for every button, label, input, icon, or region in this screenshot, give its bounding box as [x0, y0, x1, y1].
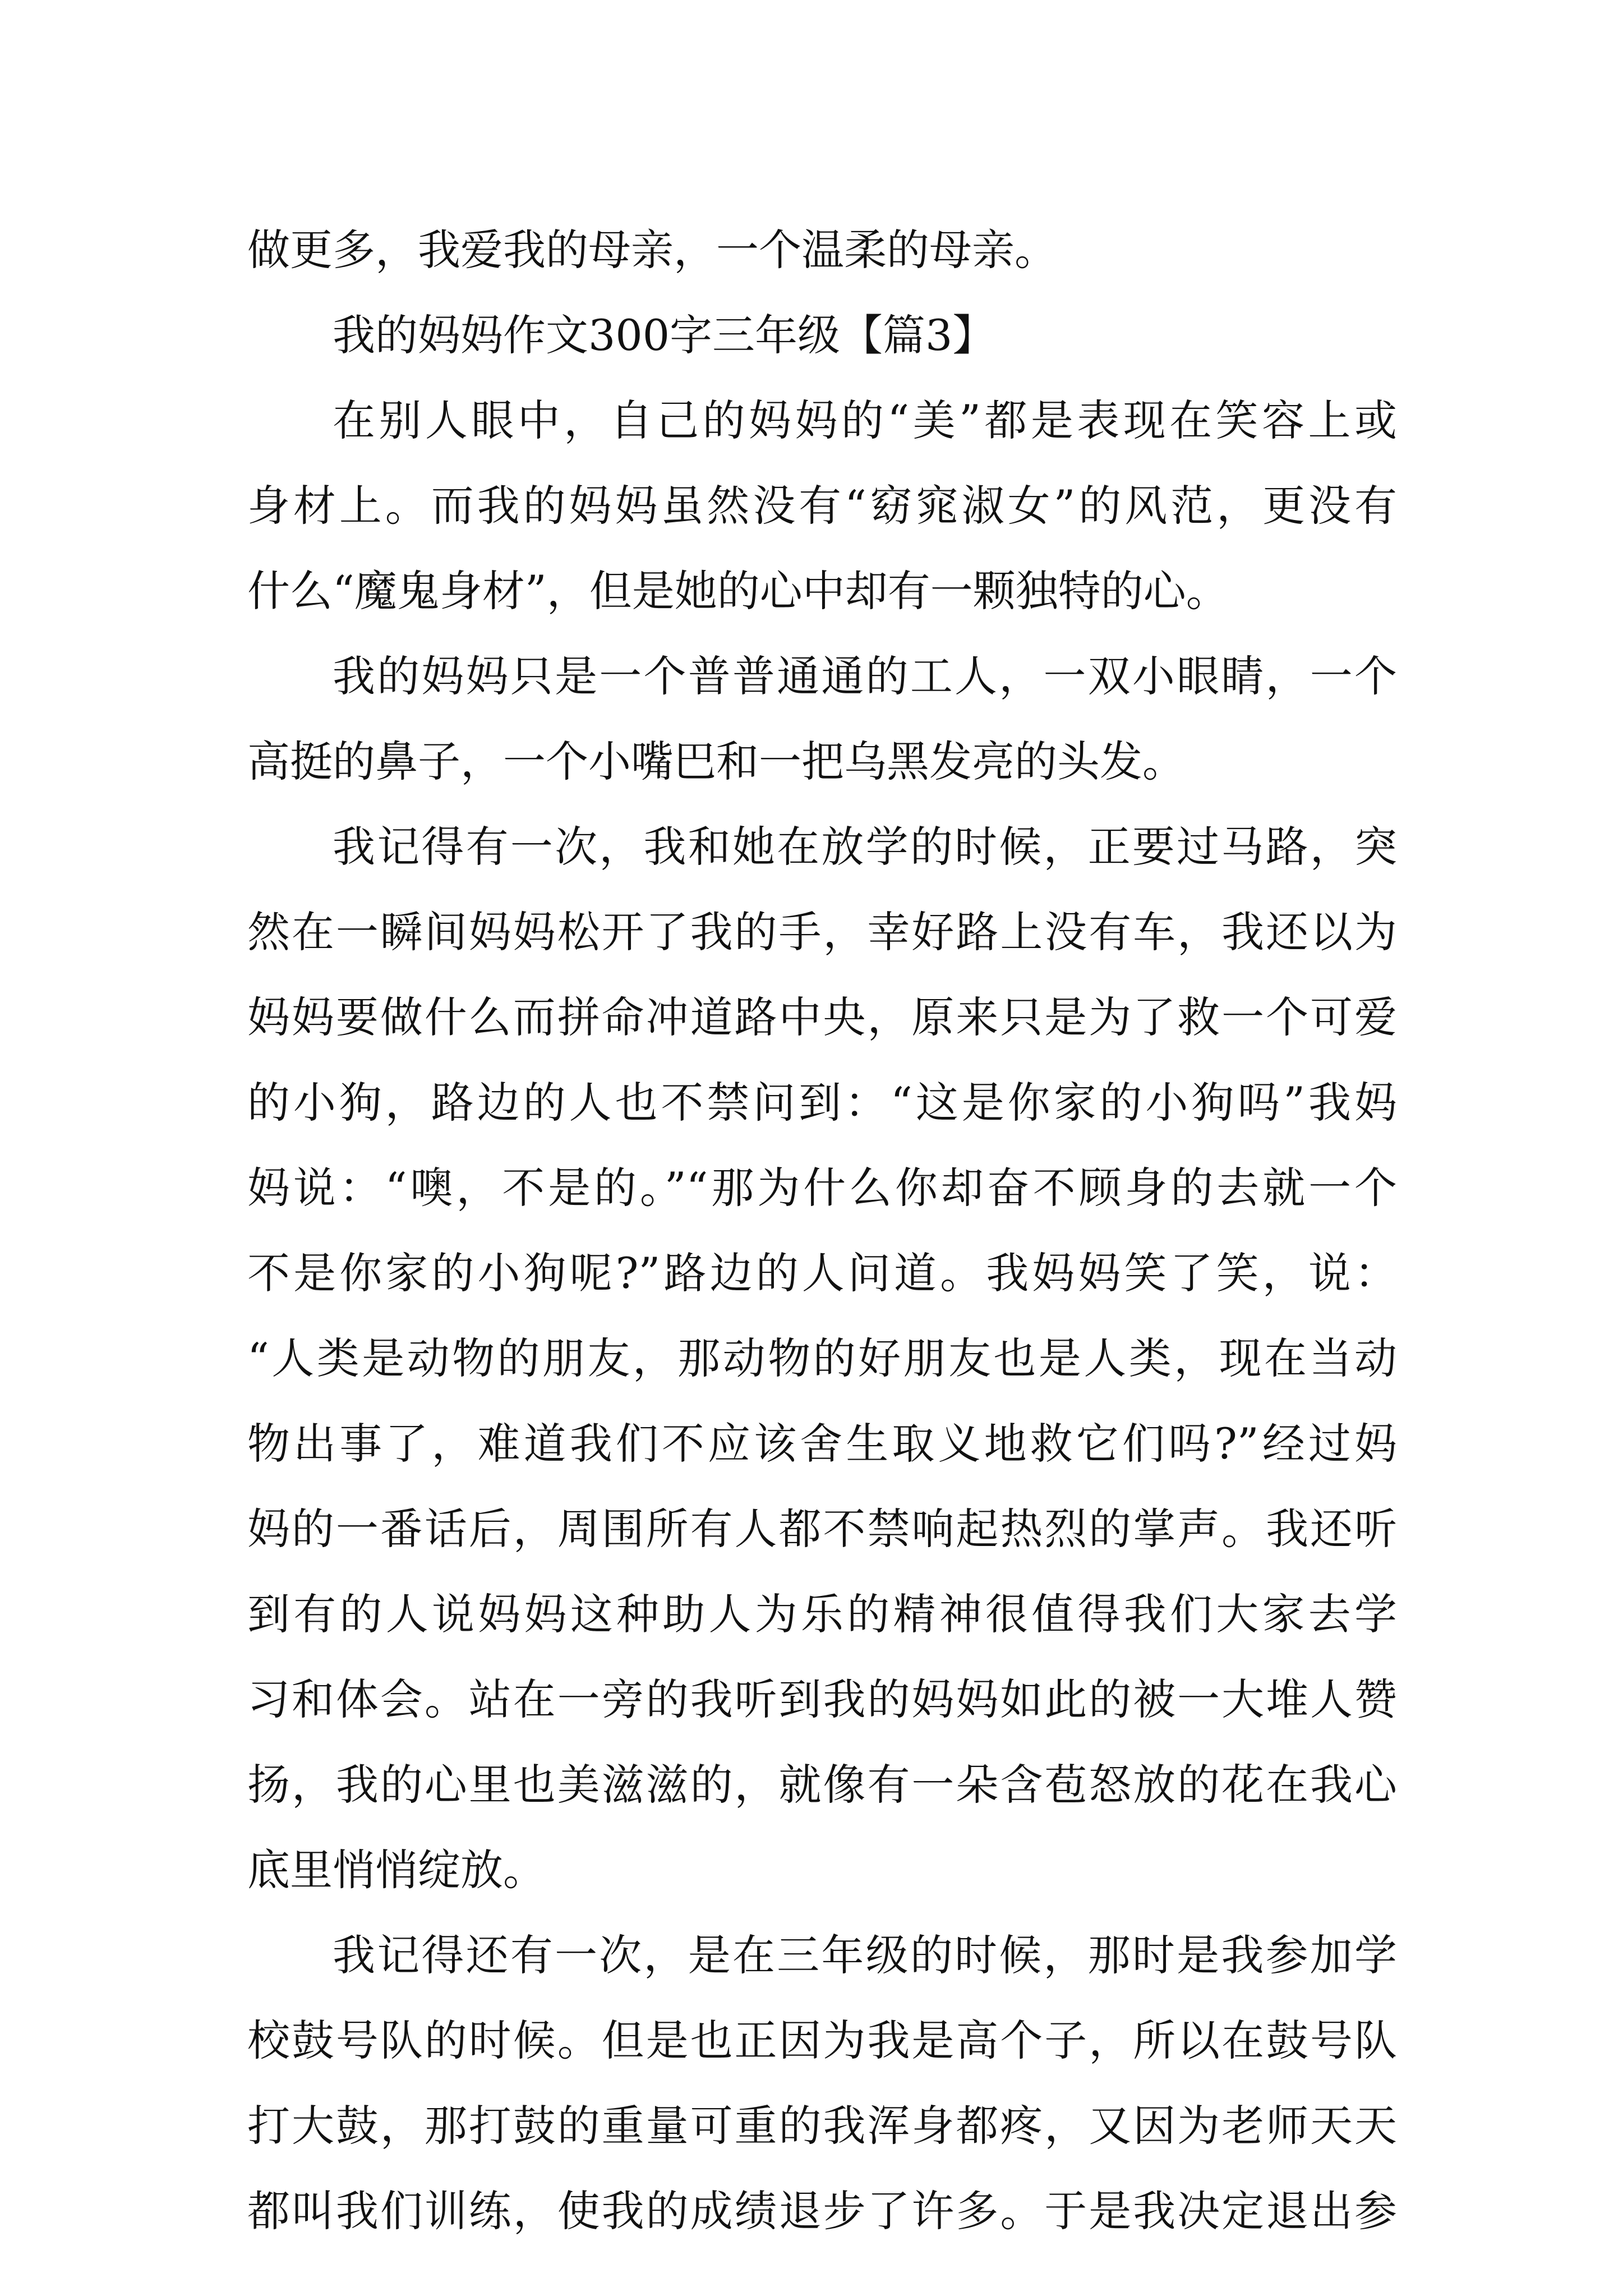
text-line: 然在一瞬间妈妈松开了我的手，幸好路上没有车，我还以为	[247, 907, 1397, 957]
text-line: 物出事了，难道我们不应该舍生取义地救它们吗?”经过妈	[247, 1419, 1397, 1469]
text-line: 做更多，我爱我的母亲，一个温柔的母亲。	[247, 225, 1057, 275]
text-line: 到有的人说妈妈这种助人为乐的精神很值得我们大家去学	[247, 1589, 1397, 1639]
text-line: 扬，我的心里也美滋滋的，就像有一朵含苞怒放的花在我心	[247, 1760, 1397, 1810]
text-line: 我记得有一次，我和她在放学的时候，正要过马路，突	[333, 822, 1397, 872]
text-line: 妈的一番话后，周围所有人都不禁响起热烈的掌声。我还听	[247, 1504, 1397, 1554]
text-line: 高挺的鼻子，一个小嘴巴和一把乌黑发亮的头发。	[247, 737, 1185, 786]
text-line: 在别人眼中，自己的妈妈的“美”都是表现在笑容上或	[333, 395, 1397, 445]
text-line: 我记得还有一次，是在三年级的时候，那时是我参加学	[333, 1930, 1397, 1980]
text-line: 的小狗，路边的人也不禁问到：“这是你家的小狗吗”我妈	[247, 1078, 1397, 1128]
text-line: 妈妈要做什么而拼命冲道路中央，原来只是为了救一个可爱	[247, 992, 1397, 1042]
text-line: 不是你家的小狗呢?”路边的人问道。我妈妈笑了笑，说：	[247, 1248, 1397, 1298]
text-line: 都叫我们训练，使我的成绩退步了许多。于是我决定退出参	[247, 2186, 1397, 2236]
text-line: 我的妈妈只是一个普普通通的工人，一双小眼睛，一个	[333, 651, 1397, 701]
document-body	[247, 208, 1397, 2254]
text-line: 身材上。而我的妈妈虽然没有“窈窕淑女”的风范，更没有	[247, 481, 1397, 531]
text-line: 打大鼓，那打鼓的重量可重的我浑身都疼，又因为老师天天	[247, 2101, 1397, 2151]
text-line: 底里悄悄绽放。	[247, 1845, 546, 1895]
text-line: 校鼓号队的时候。但是也正因为我是高个子，所以在鼓号队	[247, 2016, 1397, 2065]
text-line: “人类是动物的朋友，那动物的好朋友也是人类，现在当动	[247, 1333, 1397, 1383]
text-line: 习和体会。站在一旁的我听到我的妈妈如此的被一大堆人赞	[247, 1674, 1397, 1724]
text-line: 妈说：“噢，不是的。”“那为什么你却奋不顾身的去就一个	[247, 1163, 1397, 1213]
text-line: 什么“魔鬼身材”，但是她的心中却有一颗独特的心。	[247, 566, 1229, 616]
section-heading: 我的妈妈作文300字三年级【篇3】	[333, 310, 995, 360]
